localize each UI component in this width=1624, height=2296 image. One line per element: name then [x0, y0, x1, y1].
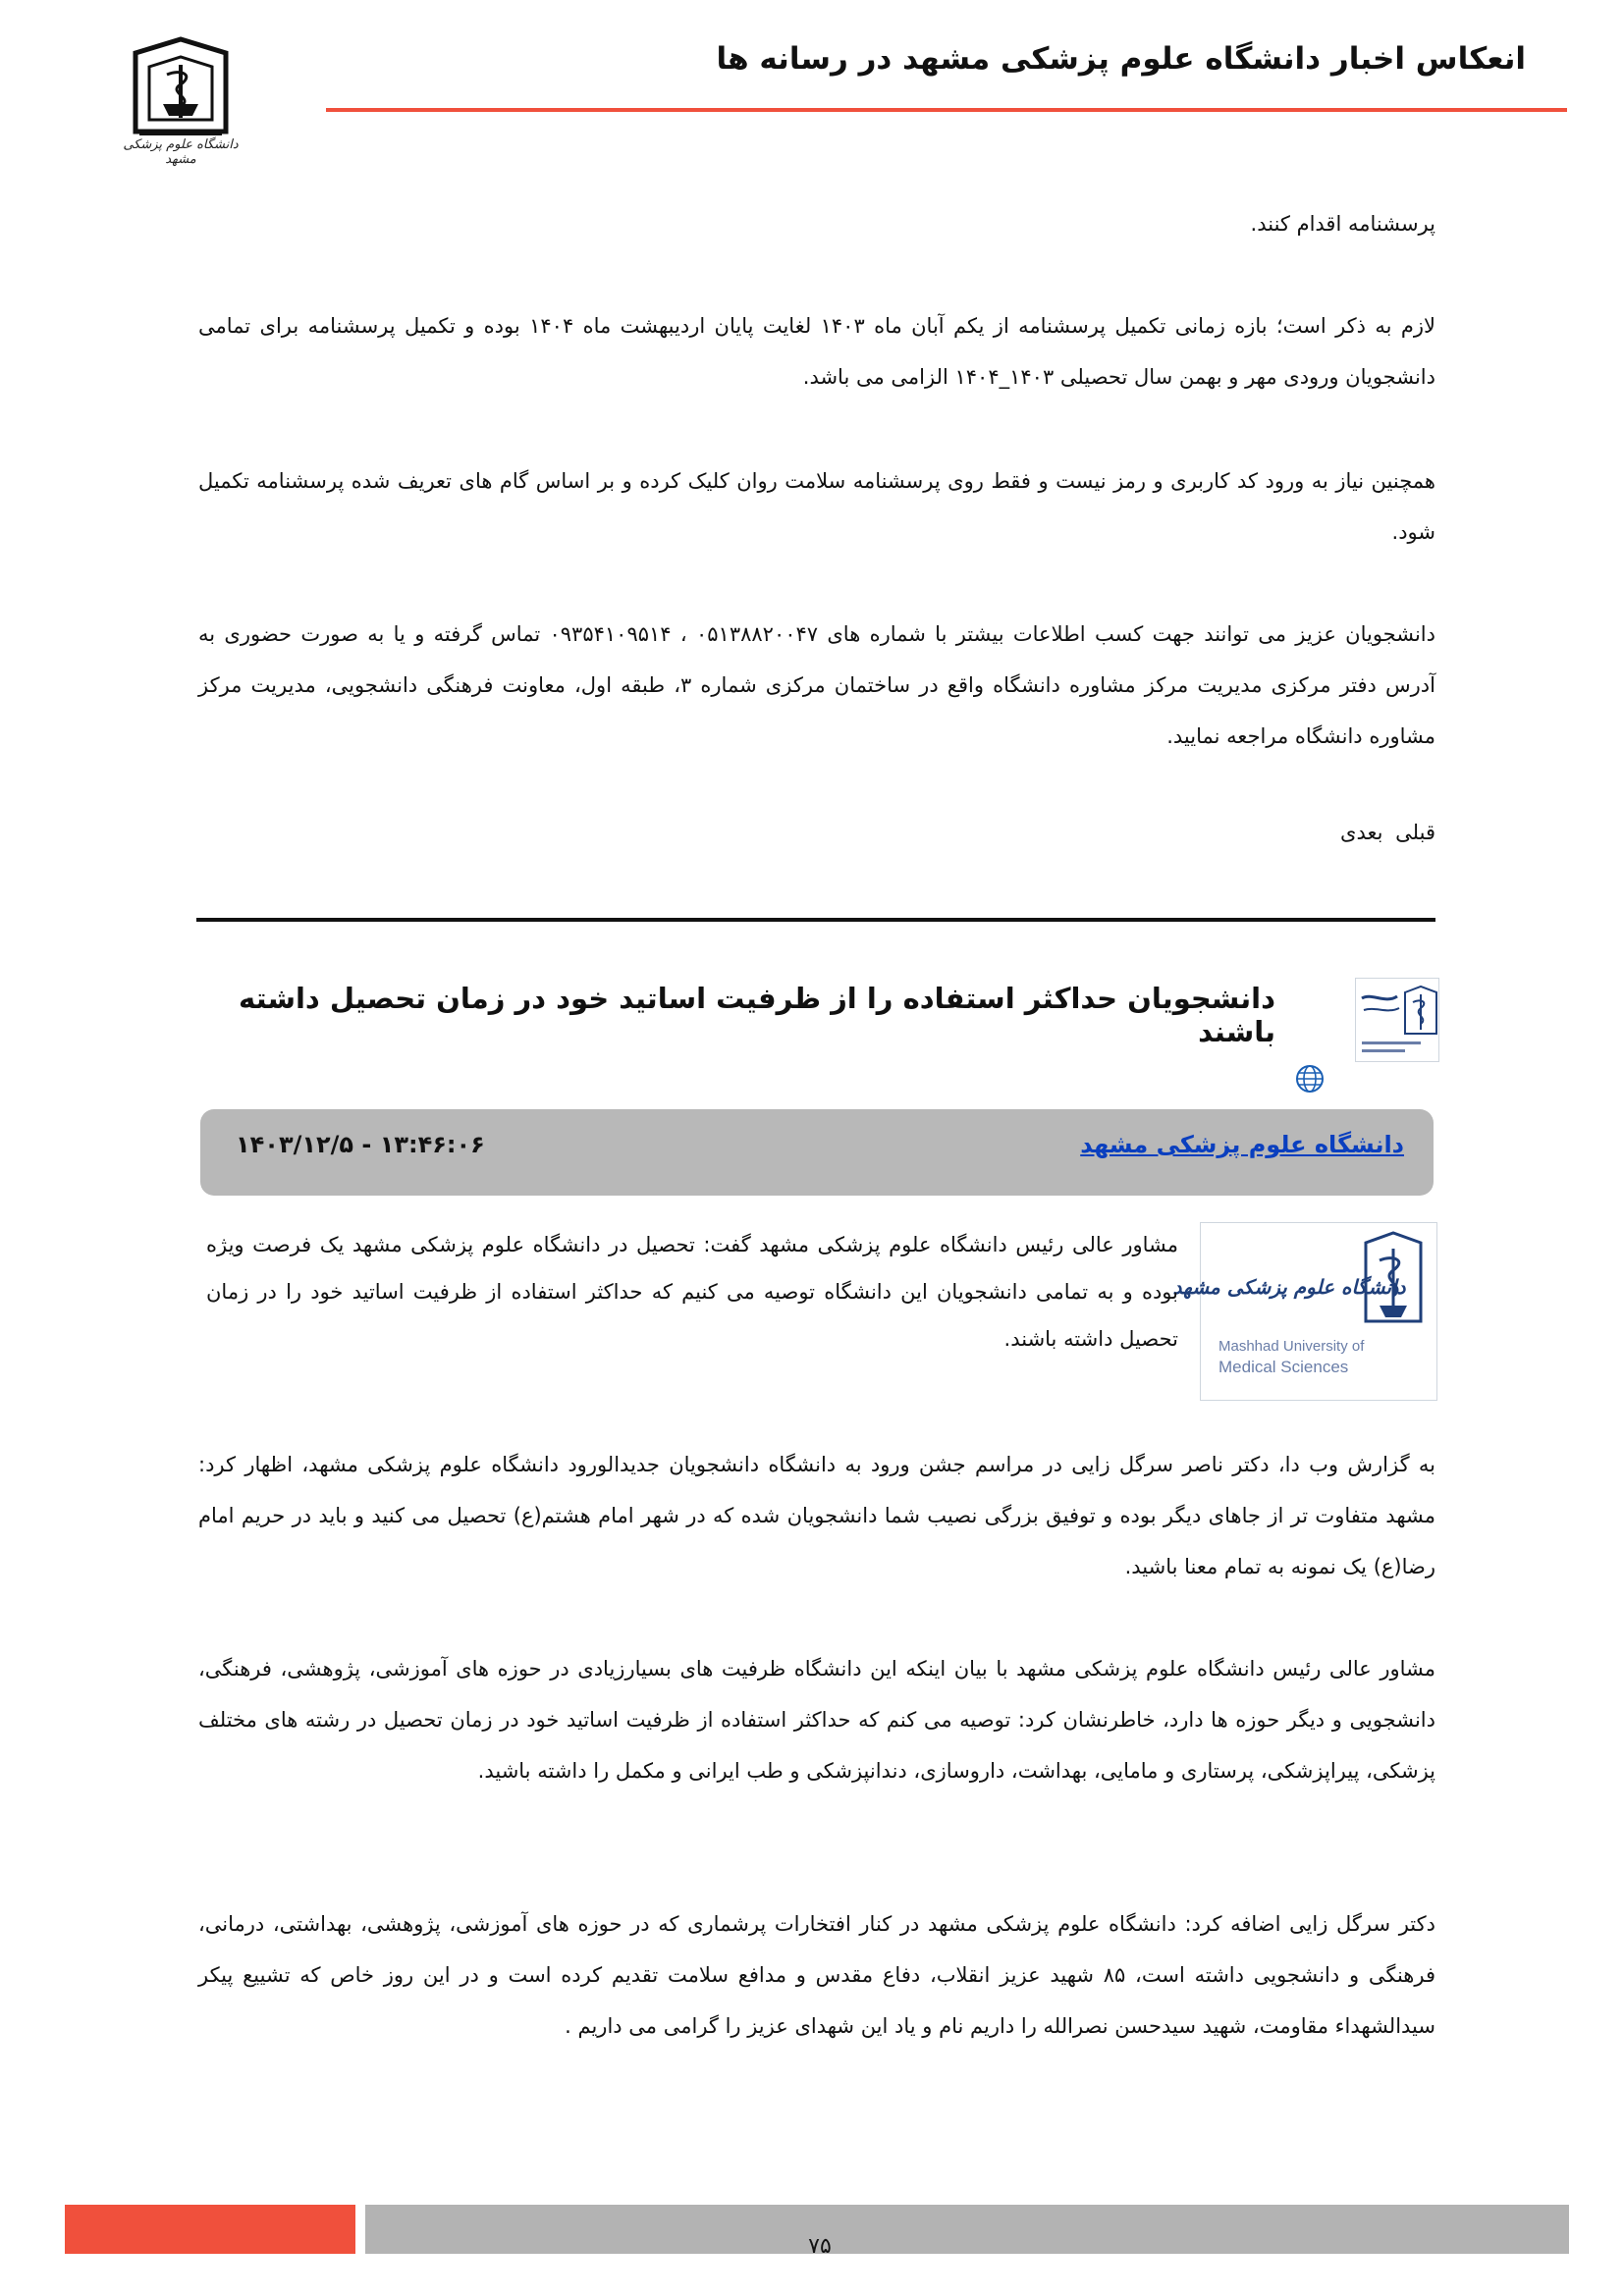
- article-title: دانشجویان حداکثر استفاده را از ظرفیت اساتید خود در زمان تحصیل داشته باشند: [239, 982, 1275, 1048]
- intro-paragraph-1: پرسشنامه اقدام کنند.: [1250, 212, 1435, 236]
- article-paragraph-1: به گزارش وب دا، دکتر ناصر سرگل زایی در مراسم جشن ورود به دانشگاه دانشجویان جدیدالورود دانشگاه علوم پزشکی مشهد، اظهار کرد: مشهد متفاوت تر از جاهای دیگر بوده و توفیق بزرگی نصیب شما دانشجویان شده که در شهر امام هشتم(ع) تحصیل می کنید و باید در حریم امام رضا(ع) یک نمونه به تمام معنا باشید.: [198, 1453, 1435, 1578]
- globe-icon[interactable]: [1294, 1063, 1326, 1095]
- source-link[interactable]: دانشگاه علوم پزشکی مشهد: [1080, 1131, 1404, 1158]
- article-logo-large: [1172, 1222, 1437, 1401]
- intro-paragraph-3: همچنین نیاز به ورود کد کاربری و رمز نیست و فقط روی پرسشنامه سلامت روان کلیک کرده و بر اساس گام های تعریف شده پرسشنامه تکمیل شود.: [198, 469, 1435, 544]
- page-header-title: انعکاس اخبار دانشگاه علوم پزشکی مشهد در رسانه ها: [716, 41, 1526, 77]
- emblem-caption: دانشگاه علوم پزشکی مشهد: [123, 137, 239, 167]
- article-lead: مشاور عالی رئیس دانشگاه علوم پزشکی مشهد گفت: تحصیل در دانشگاه علوم پزشکی مشهد یک فرصت ویژه بوده و به تمامی دانشجویان این دانشگاه توصیه می کنیم که حداکثر استفاده از ظرفیت اساتید خود را در زمان تحصیل داشته باشند.: [206, 1233, 1178, 1351]
- university-logo-icon: [1172, 1223, 1436, 1400]
- page-number: ۷۵: [808, 2234, 832, 2259]
- footer-bar: [365, 2205, 1569, 2254]
- prev-link[interactable]: قبلی: [1395, 821, 1435, 844]
- article-source-bar: [200, 1109, 1434, 1196]
- header-rule: [326, 108, 1567, 112]
- article-datetime: ۱۴۰۳/۱۲/۵ - ۱۳:۴۶:۰۶: [236, 1131, 485, 1158]
- logo-persian-text: دانشگاه علوم پزشکی مشهد: [1172, 1275, 1406, 1299]
- university-logo-icon: [1356, 979, 1438, 1061]
- prev-next-nav: [1334, 821, 1435, 844]
- article-paragraph-2: مشاور عالی رئیس دانشگاه علوم پزشکی مشهد با بیان اینکه این دانشگاه ظرفیت های بسیارزیادی در حوزه های آموزشی، پژوهشی، فرهنگی، دانشجویی و دیگر حوزه ها دارد، خاطرنشان کرد: توصیه می کنم که حداکثر استفاده از ظرفیت اساتید خود در زمان تحصیل در رشته های مختلف پزشکی، پیراپزشکی، پرستاری و مامایی، بهداشت، داروسازی، دندانپزشکی و طب ایرانی و مکمل را داشته باشید.: [198, 1657, 1435, 1783]
- article-paragraph-3: دکتر سرگل زایی اضافه کرد: دانشگاه علوم پزشکی مشهد در کنار افتخارات پرشماری که در حوزه های آموزشی، پژوهشی، بهداشتی، درمانی، فرهنگی و دانشجویی داشته است، ۸۵ شهید عزیز انقلاب، دفاع مقدس و مدافع سلامت تقدیم کرده است و در این روز خاص که تشییع پیکر سیدالشهداء مقاومت، شهید سیدحسن نصرالله را داریم نام و یاد این شهدای عزیز را گرامی می داریم .: [198, 1912, 1435, 2038]
- intro-paragraph-4: دانشجویان عزیز می توانند جهت کسب اطلاعات بیشتر با شماره های ۰۵۱۳۸۸۲۰۰۴۷ ، ۰۹۳۵۴۱۰۹۵۱۴ تماس گرفته و یا به صورت حضوری به آدرس دفتر مرکزی مدیریت مرکز مشاوره دانشگاه واقع در ساختمان مرکزی شماره ۳، طبقه اول، معاونت فرهنگی دانشجویی، مدیریت مرکز مشاوره دانشگاه مراجعه نمایید.: [198, 622, 1435, 748]
- logo-english-line1: Mashhad University of: [1218, 1338, 1365, 1355]
- logo-english-line2: Medical Sciences: [1218, 1358, 1349, 1376]
- section-divider: [196, 918, 1435, 922]
- next-link[interactable]: بعدی: [1340, 821, 1383, 844]
- footer-accent-bar: [65, 2205, 355, 2254]
- intro-paragraph-2: لازم به ذکر است؛ بازه زمانی تکمیل پرسشنامه از یکم آبان ماه ۱۴۰۳ لغایت پایان اردیبهشت ماه ۱۴۰۴ بوده و تکمیل پرسشنامه برای تمامی دانشجویان ورودی مهر و بهمن سال تحصیلی ۱۴۰۳_۱۴۰۴ الزامی می باشد.: [198, 314, 1436, 389]
- article-logo-small: [1355, 978, 1439, 1062]
